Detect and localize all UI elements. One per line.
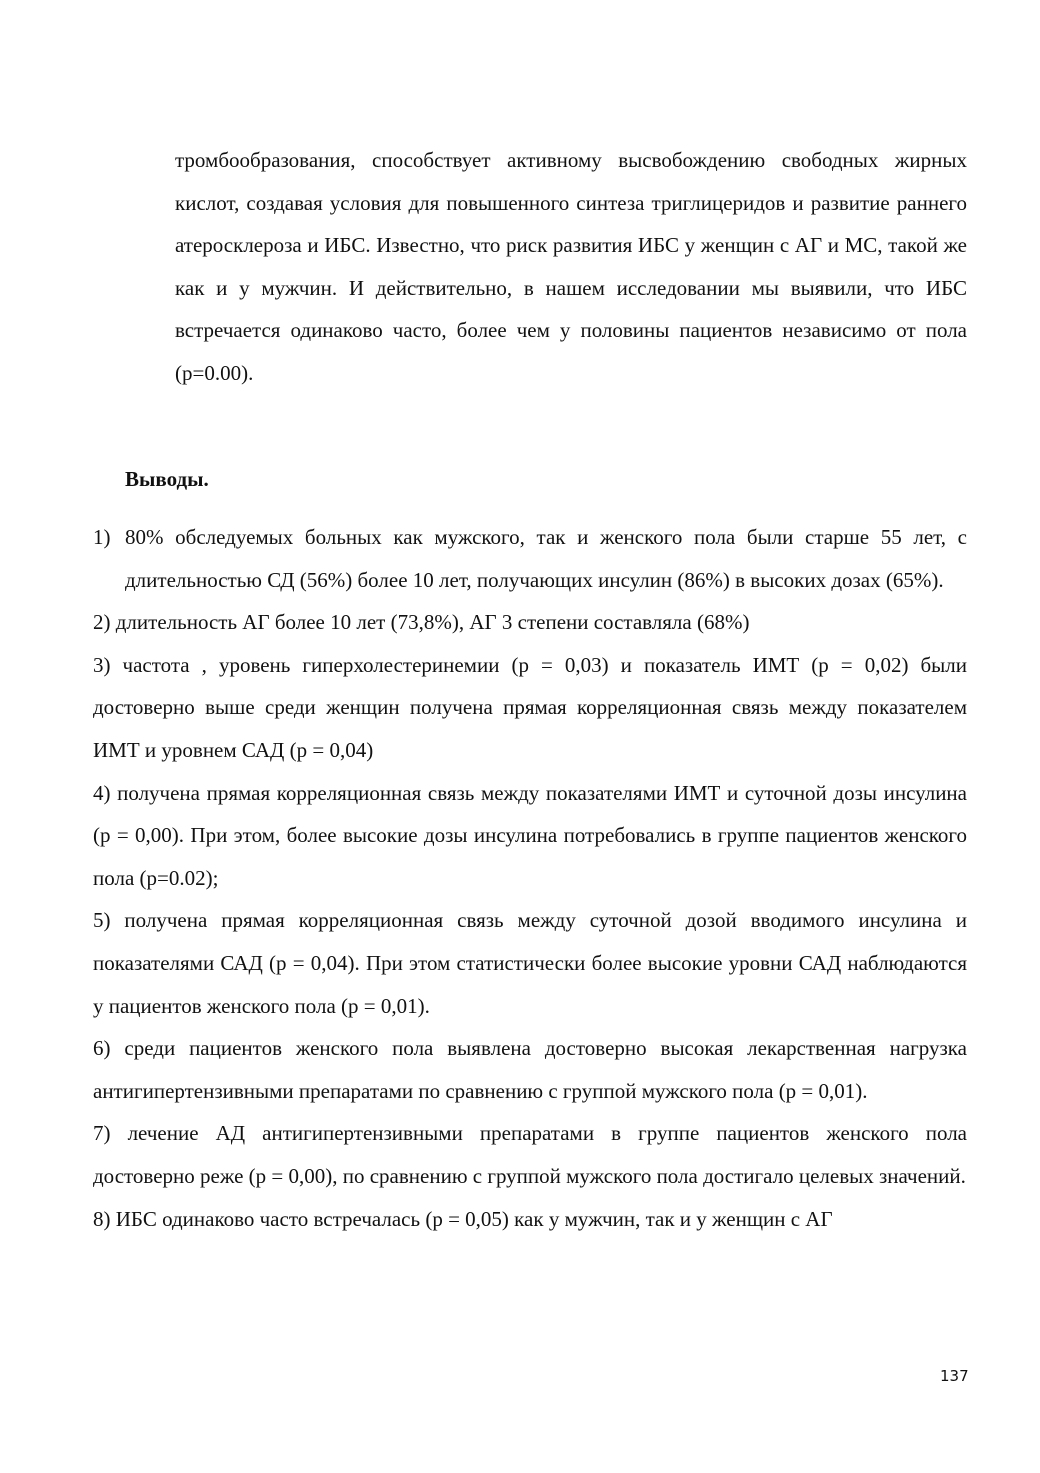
conclusions-list [93, 516, 967, 1240]
page-number: 137 [940, 1367, 969, 1385]
conclusion-item-7: 7) лечение АД антигипертензивными препаратами в группе пациентов женского пола достоверно реже (р = 0,00), по сравнению с группой мужского пола достигало целевых значений. [93, 1121, 967, 1188]
conclusions-heading: Выводы. [125, 467, 209, 491]
conclusion-item-5: 5) получена прямая корреляционная связь между суточной дозой вводимого инсулина и показателями САД (р = 0,04). При этом статистически более высокие уровни САД наблюдаются у пациентов женского пола (р = 0,01). [93, 908, 967, 1018]
conclusion-item-1-text: 80% обследуемых больных как мужского, так и женского пола были старше 55 лет, с длительностью СД (56%) более 10 лет, получающих инсулин (86%) в высоких дозах (65%). [125, 525, 967, 592]
conclusion-item-3: 3) частота , уровень гиперхолестеринемии (р = 0,03) и показатель ИМТ (р = 0,02) были достоверно выше среди женщин получена прямая корреляционная связь между показателем ИМТ и уровнем САД (р = 0,04) [93, 652, 967, 762]
intro-paragraph: тромбообразования, способствует активному высвобождению свободных жирных кислот, создавая условия для повышенного синтеза триглицеридов и развитие раннего атеросклероза и ИБС. Известно, что риск развития ИБС у женщин с АГ и МС, такой же как и у мужчин. И действительно, в нашем исследовании мы выявили, что ИБС встречается одинаково часто, более чем у половины пациентов независимо от пола (p=0.00). [175, 148, 967, 385]
conclusion-item-1 [93, 516, 967, 601]
conclusion-item-4: 4) получена прямая корреляционная связь между показателями ИМТ и суточной дозы инсулина (р = 0,00). При этом, более высокие дозы инсулина потребовались в группе пациентов женского пола (p=0.02); [93, 780, 967, 890]
conclusion-item-8: 8) ИБС одинаково часто встречалась (р = 0,05) как у мужчин, так и у женщин с АГ [93, 1206, 833, 1231]
conclusion-item-1-number: 1) [93, 525, 111, 549]
conclusion-item-2: 2) длительность АГ более 10 лет (73,8%), АГ 3 степени составляла (68%) [93, 610, 750, 635]
conclusion-item-6: 6) среди пациентов женского пола выявлена достоверно высокая лекарственная нагрузка антигипертензивными препаратами по сравнению с группой мужского пола (р = 0,01). [93, 1036, 967, 1103]
